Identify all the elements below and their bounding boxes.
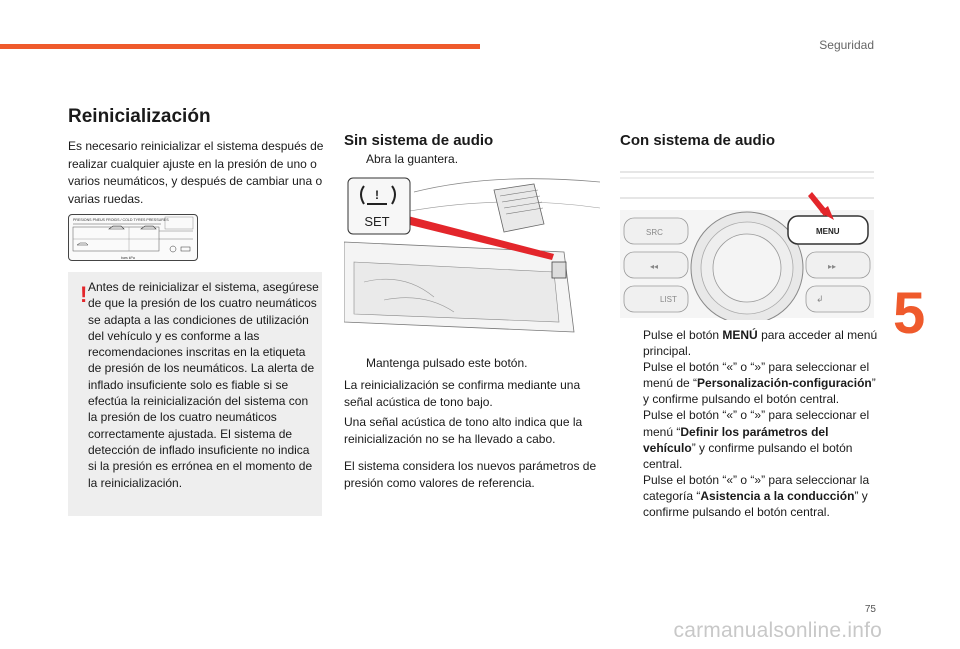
src-button-label: SRC bbox=[646, 228, 663, 237]
tyre-pressure-label-image bbox=[68, 214, 198, 261]
list-button-label: LIST bbox=[660, 295, 677, 304]
prev-button-label: ◂◂ bbox=[650, 262, 659, 271]
back-button-label: ↲ bbox=[816, 294, 824, 304]
watermark-text: carmanualsonline.info bbox=[673, 619, 882, 642]
section-title: Seguridad bbox=[819, 38, 874, 52]
page-title: Reinicialización bbox=[68, 106, 211, 127]
tyre-label-heading: PRESIONS PNEUS FROIDS / COLD TYRES PRESSURES bbox=[73, 218, 169, 222]
warning-box bbox=[68, 272, 322, 516]
warning-text: Antes de reinicializar el sistema, asegúrese de que la presión de los cuatro neumáticos se adapta a las condiciones de utilización del vehículo y es conforme a las recomendaciones inscritas en la etiqueta de presión de los neumáticos. La alerta de inflado insuficiente solo es fiable si se efectúa la reinicialización del sistema con la presión de los cuatro neumáticos correctamente ajustada. El sistema de detección de inflado insuficiente no indica si la presión es errónea en el momento de la reinicialización. bbox=[88, 280, 319, 490]
list-item: Pulse el botón “«” o “»” para seleccionar el menú “Definir los parámetros del vehículo” y confirme pulsando el botón central. bbox=[643, 408, 870, 471]
tpms-warning-icon: ! bbox=[375, 188, 379, 202]
paragraph-reference-values: El sistema considera los nuevos parámetros de presión como valores de referencia. bbox=[344, 459, 597, 490]
chapter-number: 5 bbox=[893, 281, 926, 346]
menu-button-label: MENU bbox=[816, 227, 840, 236]
paragraph-high-tone-failure: Una señal acústica de tono alto indica que la reinicialización no se ha llevado a cabo. bbox=[344, 415, 583, 446]
step-open-glovebox: Abra la guantera. bbox=[366, 152, 459, 166]
audio-steps-list bbox=[620, 327, 880, 520]
section-without-audio-title: Sin sistema de audio bbox=[344, 132, 494, 149]
set-button-label: SET bbox=[364, 214, 390, 229]
warning-exclamation-icon: ! bbox=[80, 282, 88, 307]
audio-system-illustration bbox=[620, 170, 874, 320]
list-item: Pulse el botón MENÚ para acceder al menú principal. bbox=[643, 328, 878, 359]
page-number: 75 bbox=[864, 604, 876, 615]
next-button-label: ▸▸ bbox=[828, 262, 837, 271]
tyre-label-units: bars kPa bbox=[121, 256, 135, 260]
tpms-set-button bbox=[348, 178, 410, 234]
paragraph-confirm-low-tone: La reinicialización se confirma mediante una señal acústica de tono bajo. bbox=[344, 378, 581, 409]
header-accent-bar bbox=[0, 44, 480, 49]
step-hold-button: Mantenga pulsado este botón. bbox=[366, 356, 528, 370]
intro-paragraph: Es necesario reinicializar el sistema después de realizar cualquier ajuste en la presión de uno o varios neumáticos, y después de cambiar una o varias ruedas. bbox=[68, 139, 324, 206]
glovebox-illustration bbox=[344, 172, 600, 345]
section-with-audio-title: Con sistema de audio bbox=[620, 132, 776, 149]
list-item: Pulse el botón “«” o “»” para seleccionar el menú de “Personalización-configuración” y confirme pulsando el botón central. bbox=[643, 360, 876, 407]
list-item: Pulse el botón “«” o “»” para seleccionar la categoría “Asistencia a la conducción” y confirme pulsando el botón central. bbox=[643, 472, 870, 520]
